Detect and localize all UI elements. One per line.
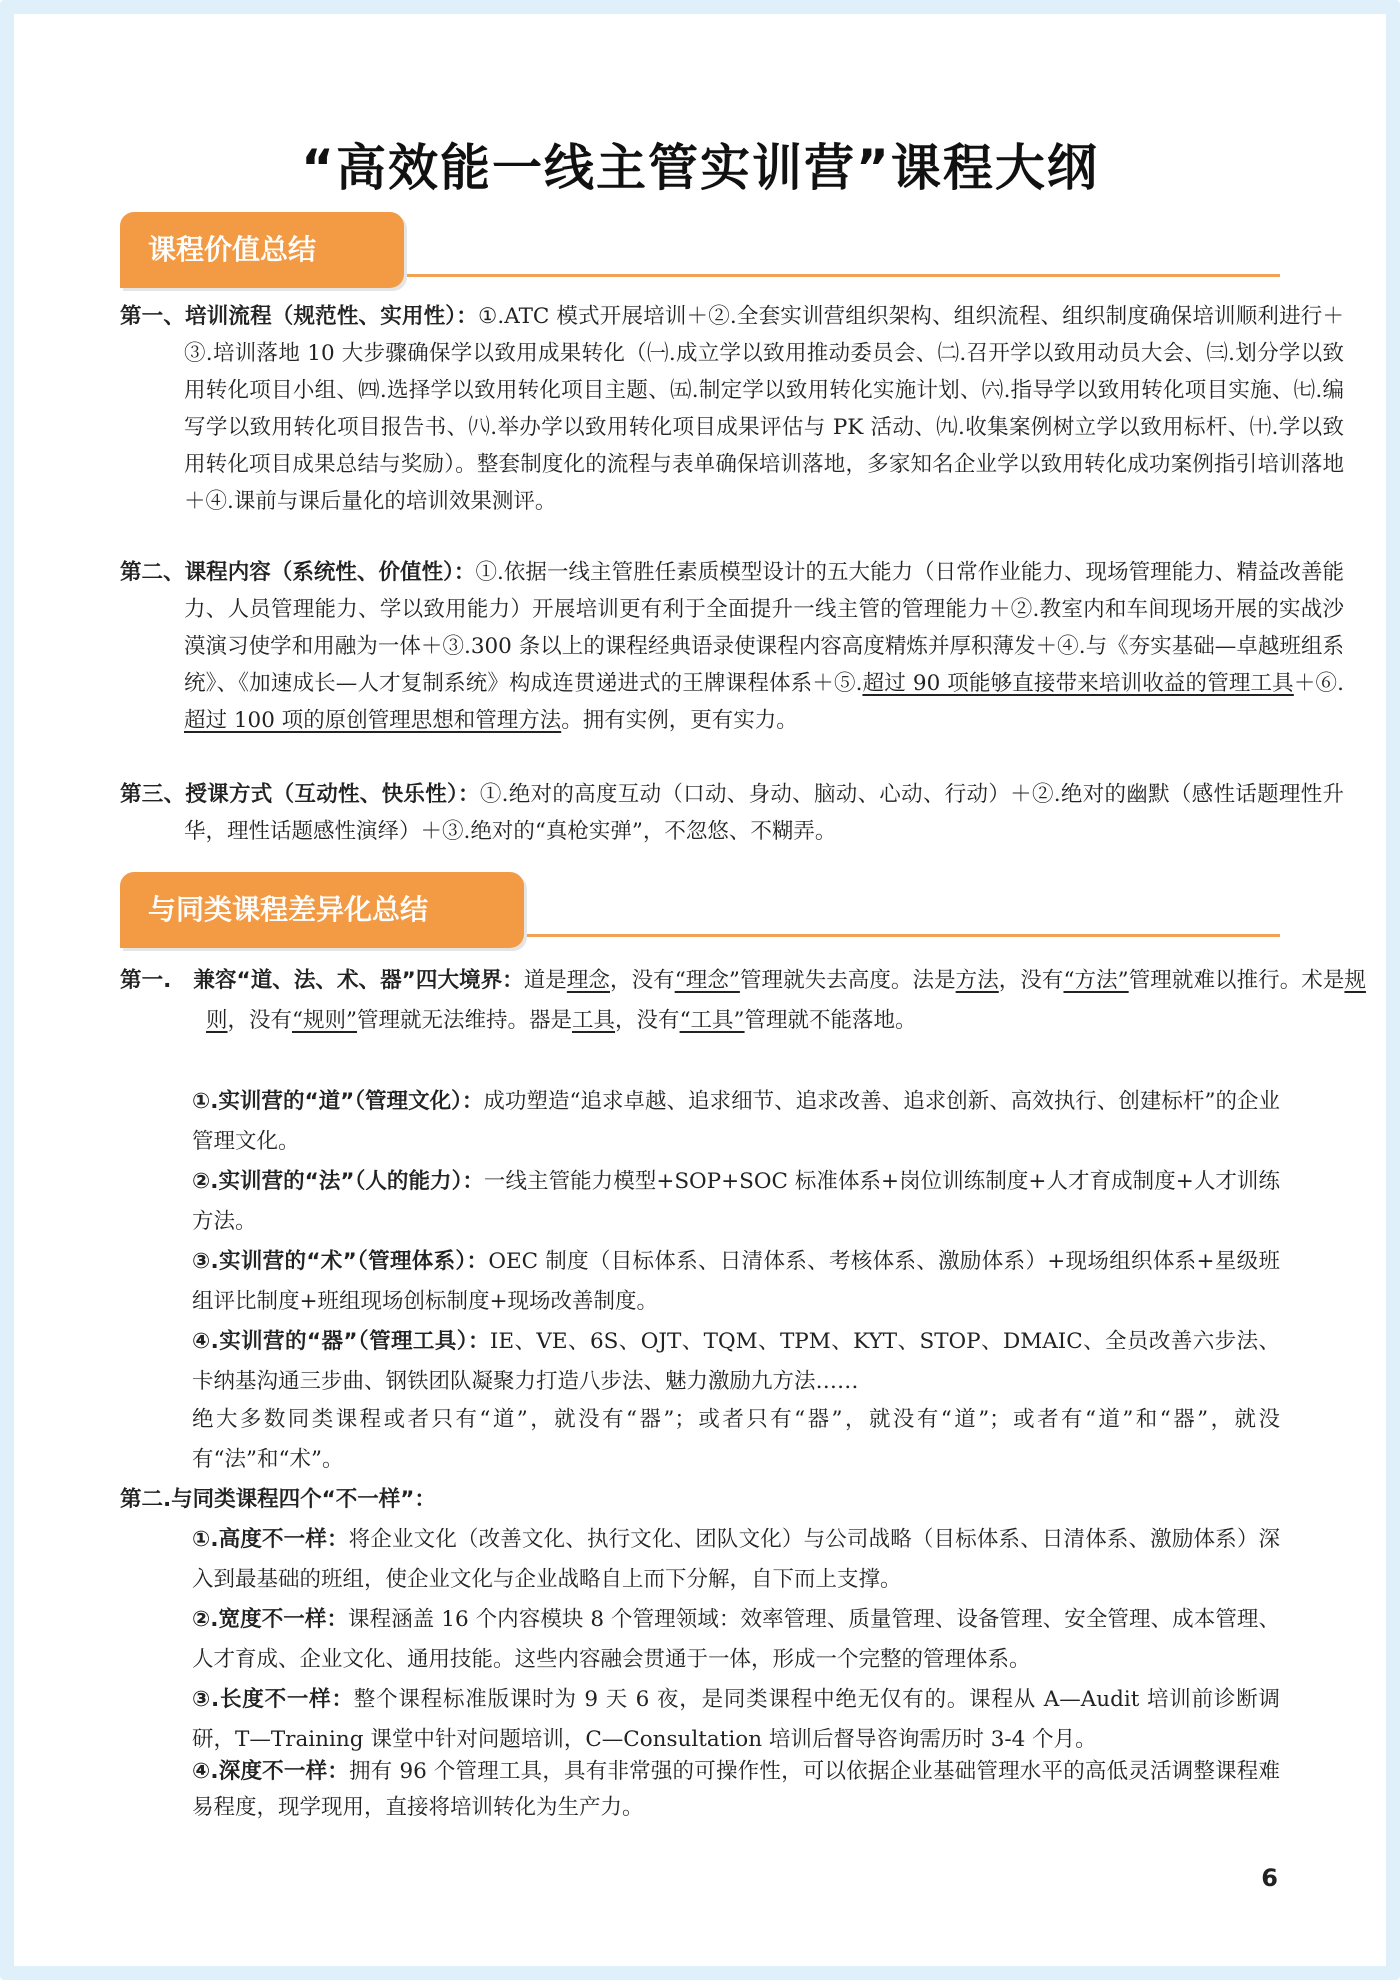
paragraph-lead: 第一、培训流程（规范性、实用性）： xyxy=(120,304,478,329)
item-length xyxy=(192,1680,1280,1760)
paragraph-lead: 第二.与同类课程四个“不一样”： xyxy=(120,1487,436,1512)
item-body: 整个课程标准版课时为 9 天 6 夜，是同类课程中绝无仅有的。课程从 A—Audit 培训前诊断调研，T—Training 课堂中针对问题培训，C—Consultation 培训后督导咨询需历时 3-4 个月。 xyxy=(192,1687,1281,1752)
text: 管理就失去高度。法是 xyxy=(739,968,956,993)
underlined-word: 理念 xyxy=(566,968,610,993)
section-heading: 与同类课程差异化总结 xyxy=(120,872,524,948)
item-body: 课程涵盖 16 个内容模块 8 个管理领域：效率管理、质量管理、设备管理、安全管理、成本管理、人才育成、企业文化、通用技能。这些内容融会贯通于一体，形成一个完整的管理体系。 xyxy=(192,1607,1280,1672)
section-heading: 课程价值总结 xyxy=(120,212,404,288)
paragraph-lead: 兼容“道、法、术、器”四大境界： xyxy=(193,968,524,993)
paragraph-four-realms xyxy=(120,961,1366,1041)
item-lead: ③.长度不一样： xyxy=(192,1687,354,1712)
paragraph-course-content xyxy=(120,554,1344,739)
item-shu xyxy=(192,1242,1280,1322)
text: 管理就不能落地。 xyxy=(744,1008,917,1033)
paragraph-teaching-method xyxy=(120,776,1344,850)
text: ，没有 xyxy=(227,1008,293,1033)
item-depth xyxy=(192,1754,1280,1826)
underlined-word: “理念” xyxy=(674,968,740,993)
item-width xyxy=(192,1600,1280,1680)
paragraph-body: 。拥有实例，更有实力。 xyxy=(561,708,798,733)
paragraph-body: ①.依据一线主管胜任素质模型设计的五大能力（日常作业能力、现场管理能力、精益改善能力、人员管理能力、学以致用能力）开展培训更有利于全面提升一线主管的管理能力＋②.教室内和车间现场开展的实战沙漠演习使学和用融为一体＋③.300 条以上的课程经典语录使课程内容高度精炼并厚积薄发＋④.与《夯实基础—卓越班组系统》、《加速成长—人才复制系统》构成连贯递进式的王牌课程体系＋⑤. xyxy=(184,560,1344,696)
underlined-word: “方法” xyxy=(1063,968,1129,993)
paragraph-lead: 第二、课程内容（系统性、价值性）： xyxy=(120,560,476,585)
item-body: 一线主管能力模型+SOP+SOC 标准体系+岗位训练制度+人才育成制度+人才训练方法。 xyxy=(192,1169,1280,1234)
underlined-word: “工具” xyxy=(679,1008,745,1033)
page-number: 6 xyxy=(1261,1864,1278,1892)
text: 道是 xyxy=(523,968,567,993)
item-lead: ④.实训营的“器”（管理工具）： xyxy=(192,1329,490,1354)
text: 管理就难以推行。术是 xyxy=(1128,968,1345,993)
item-lead: ③.实训营的“术”（管理体系）： xyxy=(192,1249,489,1274)
page-title: “高效能一线主管实训营”课程大纲 xyxy=(301,139,1099,197)
item-body: 将企业文化（改善文化、执行文化、团队文化）与公司战略（目标体系、日清体系、激励体系）深入到最基础的班组，使企业文化与企业战略自上而下分解，自下而上支撑。 xyxy=(192,1527,1280,1592)
text: ，没有 xyxy=(615,1008,680,1033)
paragraph-four-differences xyxy=(120,1480,1280,1520)
item-body: IE、VE、6S、OJT、TQM、TPM、KYT、STOP、DMAIC、全员改善六步法、卡纳基沟通三步曲、钢铁团队凝聚力打造八步法、魅力激励九方法…… xyxy=(192,1329,1281,1394)
paragraph-number: 第一. xyxy=(120,968,172,993)
item-lead: ②.宽度不一样： xyxy=(192,1607,349,1632)
text: ，没有 xyxy=(998,968,1064,993)
paragraph-training-process xyxy=(120,298,1344,520)
paragraph-body: ①.绝对的高度互动（口动、身动、脑动、心动、行动）＋②.绝对的幽默（感性话题理性升华，理性话题感性演绎）＋③.绝对的“真枪实弹”，不忽悠、不糊弄。 xyxy=(184,782,1344,844)
underlined-phrase: 超过 100 项的原创管理思想和管理方法 xyxy=(184,708,562,733)
underlined-word: 规则 xyxy=(206,968,1366,1033)
item-fa xyxy=(192,1162,1280,1242)
item-lead: ④.深度不一样： xyxy=(192,1759,349,1784)
underlined-word: 工具 xyxy=(572,1008,616,1033)
paragraph-lead: 第三、授课方式（互动性、快乐性）： xyxy=(120,782,480,807)
item-lead: ②.实训营的“法”（人的能力）： xyxy=(192,1169,484,1194)
summary-note: 绝大多数同类课程或者只有“道”，就没有“器”；或者只有“器”，就没有“道”；或者有“道”和“器”，就没有“法”和“术”。 xyxy=(192,1407,1280,1472)
item-dao xyxy=(192,1082,1280,1162)
paragraph-body: ①.ATC 模式开展培训＋②.全套实训营组织架构、组织流程、组织制度确保培训顺利进行＋③.培训落地 10 大步骤确保学以致用成果转化（㈠.成立学以致用推动委员会、㈡.召开学以致用动员大会、㈢.划分学以致用转化项目小组、㈣.选择学以致用转化项目主题、㈤.制定学以致用转化实施计划、㈥.指导学以致用转化项目实施、㈦.编写学以致用转化项目报告书、㈧.举办学以致用转化项目成果评估与 PK 活动、㈨.收集案例树立学以致用标杆、㈩.学以致用转化项目成果总结与奖励）。整套制度化的流程与表单确保培训落地，多家知名企业学以致用转化成功案例指引培训落地＋④.课前与课后量化的培训效果测评。 xyxy=(184,304,1344,514)
underlined-word: “规则” xyxy=(292,1008,358,1033)
item-body: 成功塑造“追求卓越、追求细节、追求改善、追求创新、高效执行、创建标杆”的企业管理文化。 xyxy=(192,1089,1280,1154)
item-height xyxy=(192,1520,1280,1600)
underlined-phrase: 超过 90 项能够直接带来培训收益的管理工具 xyxy=(862,671,1294,696)
item-lead: ①.实训营的“道”（管理文化）： xyxy=(192,1089,484,1114)
item-qi xyxy=(192,1322,1280,1402)
item-body: OEC 制度（目标体系、日清体系、考核体系、激励体系）+现场组织体系+星级班组评比制度+班组现场创标制度+现场改善制度。 xyxy=(192,1249,1280,1314)
paragraph-body: ＋⑥. xyxy=(1293,671,1344,696)
text: ，没有 xyxy=(610,968,675,993)
item-body: 拥有 96 个管理工具，具有非常强的可操作性，可以依据企业基础管理水平的高低灵活调整课程难易程度，现学现用，直接将培训转化为生产力。 xyxy=(192,1759,1281,1820)
item-lead: ①.高度不一样： xyxy=(192,1527,349,1552)
text: 管理就无法维持。器是 xyxy=(357,1008,573,1033)
underlined-word: 方法 xyxy=(955,968,999,993)
